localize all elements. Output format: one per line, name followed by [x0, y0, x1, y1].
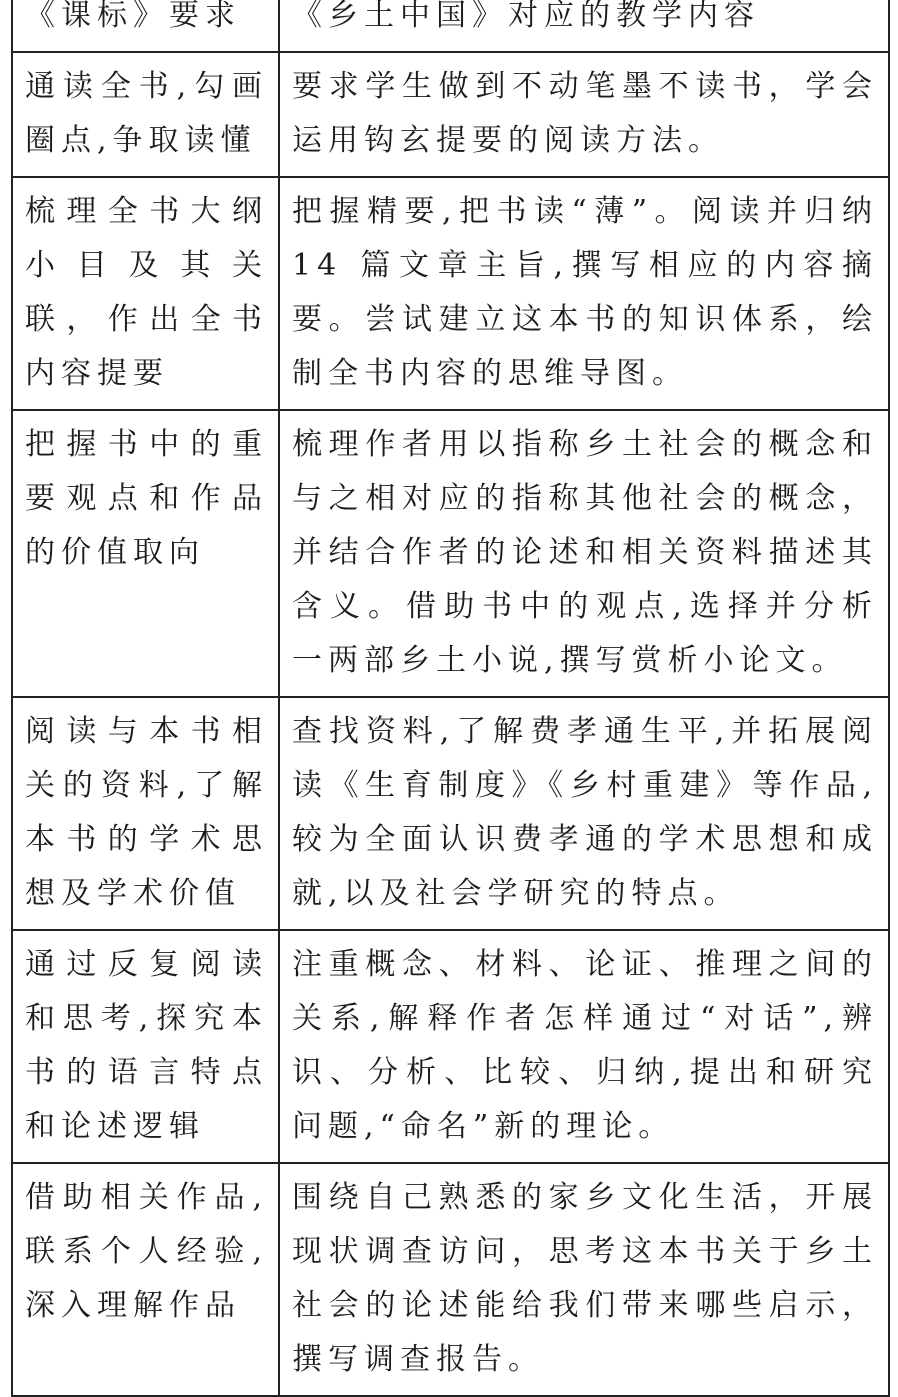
- requirement-cell: 把握书中的重要观点和作品的价值取向: [12, 410, 279, 697]
- table-row: [12, 697, 889, 930]
- content-cell: 要求学生做到不动笔墨不读书，学会运用钩玄提要的阅读方法。: [279, 52, 889, 177]
- content-cell: 注重概念、材料、论证、推理之间的关系,解释作者怎样通过“对话”,辨识、分析、比较、归纳,提出和研究问题,“命名”新的理论。: [279, 930, 889, 1163]
- header-teaching-content: 《乡土中国》对应的教学内容: [279, 0, 889, 52]
- table-row: [12, 177, 889, 410]
- requirement-cell: 借助相关作品,联系个人经验,深入理解作品: [12, 1163, 279, 1396]
- requirement-cell: 通过反复阅读和思考,探究本书的语言特点和论述逻辑: [12, 930, 279, 1163]
- table-row: [12, 1163, 889, 1396]
- content-cell: 围绕自己熟悉的家乡文化生活，开展现状调查访问，思考这本书关于乡土社会的论述能给我们带来哪些启示，撰写调查报告。: [279, 1163, 889, 1396]
- table-row: [12, 410, 889, 697]
- content-cell: 查找资料,了解费孝通生平,并拓展阅读《生育制度》《乡村重建》等作品,较为全面认识费孝通的学术思想和成就,以及社会学研究的特点。: [279, 697, 889, 930]
- table-row: [12, 52, 889, 177]
- header-requirement: 《课标》要求: [12, 0, 279, 52]
- requirement-cell: 梳理全书大纲小目及其关联，作出全书内容提要: [12, 177, 279, 410]
- requirement-cell: 阅读与本书相关的资料,了解本书的学术思想及学术价值: [12, 697, 279, 930]
- requirement-cell: 通读全书,勾画圈点,争取读懂: [12, 52, 279, 177]
- table-header-row: [12, 0, 889, 52]
- curriculum-table: [11, 0, 890, 1397]
- content-cell: 把握精要,把书读“薄”。阅读并归纳 14 篇文章主旨,撰写相应的内容摘要。尝试建立这本书的知识体系，绘制全书内容的思维导图。: [279, 177, 889, 410]
- table-row: [12, 930, 889, 1163]
- content-cell: 梳理作者用以指称乡土社会的概念和与之相对应的指称其他社会的概念，并结合作者的论述和相关资料描述其含义。借助书中的观点,选择并分析一两部乡土小说,撰写赏析小论文。: [279, 410, 889, 697]
